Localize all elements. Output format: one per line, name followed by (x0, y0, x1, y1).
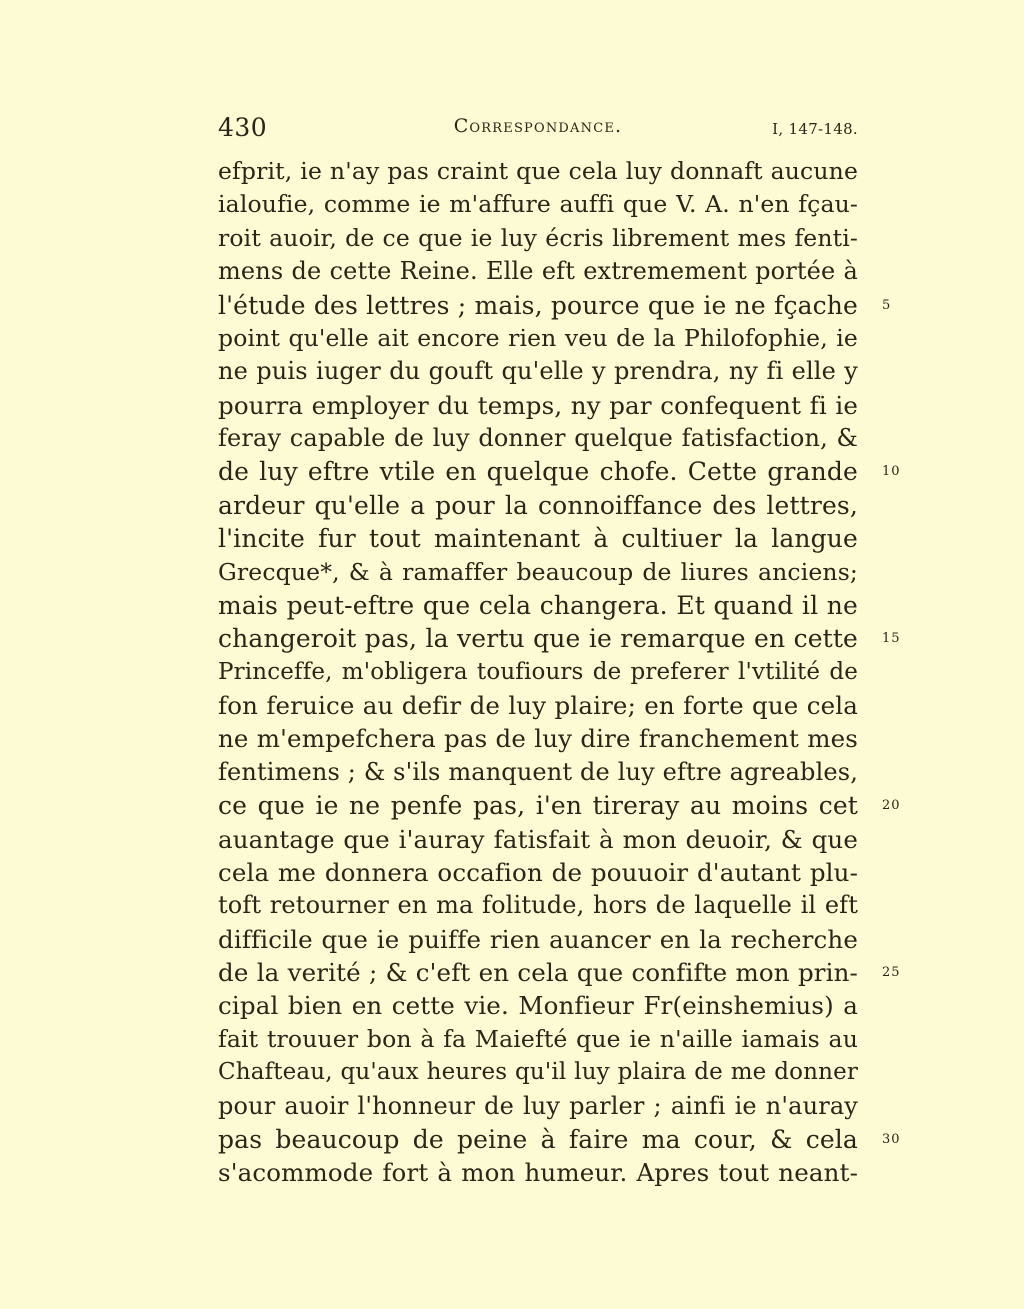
line-text: point qu'elle ait encore rien veu de la Philofophie, ie (218, 323, 858, 352)
line-number: 15 (882, 631, 901, 647)
text-line (218, 789, 901, 822)
line-text: toft retourner en ma folitude, hors de laquelle il eft (218, 891, 858, 920)
line-text: Grecque*, & à ramaffer beaucoup de liures anciens; (218, 557, 858, 586)
line-number: 25 (882, 965, 901, 980)
page-header (218, 113, 858, 145)
line-text: feray capable de luy donner quelque fatisfaction, & (218, 424, 858, 452)
line-text: de la verité ; & c'eft en cela que confifte mon prin- (218, 958, 858, 987)
line-text: pourra employer du temps, ny par confequent fi ie (218, 390, 858, 420)
line-text: pour auoir l'honneur de luy parler ; ainfi ie n'auray (218, 1091, 858, 1120)
line-text: changeroit pas, la vertu que ie remarque en cette (218, 624, 858, 654)
line-text: ardeur qu'elle a pour la connoiffance des lettres, (218, 490, 858, 520)
text-line (218, 155, 858, 188)
line-text: mais peut-eftre que cela changera. Et quand il ne (218, 590, 858, 620)
volume-reference: I, 147-148. (772, 120, 858, 138)
line-text: l'étude des lettres ; mais, pource que ie ne fçache (218, 290, 858, 320)
text-line (218, 455, 901, 488)
text-line (218, 722, 858, 755)
text-line (218, 389, 858, 422)
text-line (218, 322, 858, 355)
line-text: fon feruice au defir de luy plaire; en forte que cela (218, 691, 858, 720)
text-line (218, 255, 858, 288)
line-text: ce que ie ne penfe pas, i'en tireray au moins cet (218, 791, 858, 821)
text-line (218, 622, 901, 655)
text-line (218, 923, 858, 956)
line-text: Chafteau, qu'aux heures qu'il luy plaira de me donner (218, 1059, 858, 1086)
line-text: de luy eftre vtile en quelque chofe. Cette grande (218, 457, 858, 487)
text-line (218, 1056, 858, 1089)
page-number: 430 (218, 113, 268, 142)
text-line (218, 1090, 858, 1123)
text-line (218, 422, 858, 455)
line-text: s'acommode fort à mon humeur. Apres tout neant- (218, 1158, 858, 1188)
line-text: difficile que ie puiffe rien auancer en la recherche (218, 924, 858, 954)
line-number: 20 (882, 798, 901, 814)
line-text: l'incite fur tout maintenant à cultiuer la langue (218, 524, 858, 554)
line-text: auantage que i'auray fatisfait à mon deuoir, & que (218, 824, 858, 854)
line-text: mens de cette Reine. Elle eft extremement portée à (218, 257, 858, 286)
text-line (218, 188, 858, 221)
line-text: ialoufie, comme ie m'affure auffi que V. A. n'en fçau- (218, 190, 858, 219)
text-line (218, 756, 858, 789)
text-line (218, 1023, 858, 1056)
line-text: pas beaucoup de peine à faire ma cour, & cela (218, 1124, 858, 1154)
line-number: 10 (882, 464, 901, 480)
line-text: cipal bien en cette vie. Monfieur Fr(einshemius) a (218, 991, 858, 1021)
line-number: 30 (882, 1131, 901, 1147)
text-line (218, 989, 858, 1022)
text-line (218, 889, 858, 922)
text-line (218, 1123, 901, 1156)
line-text: roit auoir, de ce que ie luy écris librement mes fenti- (218, 223, 858, 252)
line-text: ne m'empefchera pas de luy dire franchement mes (218, 724, 858, 754)
text-line (218, 289, 892, 322)
text-line (218, 856, 858, 889)
line-text: fait trouuer bon à fa Maiefté que ie n'aille iamais au (218, 1024, 858, 1053)
text-line (218, 1156, 858, 1189)
line-text: efprit, ie n'ay pas craint que cela luy donnaft aucune (218, 157, 858, 185)
body-text (218, 155, 901, 1190)
line-number: 5 (882, 297, 892, 313)
text-line (218, 522, 858, 555)
text-line (218, 689, 858, 722)
text-line (218, 556, 858, 589)
line-text: fentimens ; & s'ils manquent de luy eftre agreables, (218, 757, 858, 786)
running-title: Correspondance. (453, 115, 623, 137)
line-text: cela me donnera occafion de pouuoir d'autant plu- (218, 857, 858, 887)
line-text: Princeffe, m'obligera toufiours de preferer l'vtilité de (218, 658, 858, 685)
text-line (218, 355, 858, 388)
text-line (218, 222, 858, 255)
text-line (218, 589, 858, 622)
text-line (218, 956, 901, 989)
text-line (218, 656, 858, 689)
text-line (218, 823, 858, 856)
line-text: ne puis iuger du gouft qu'elle y prendra, ny fi elle y (218, 357, 858, 386)
text-line (218, 489, 858, 522)
